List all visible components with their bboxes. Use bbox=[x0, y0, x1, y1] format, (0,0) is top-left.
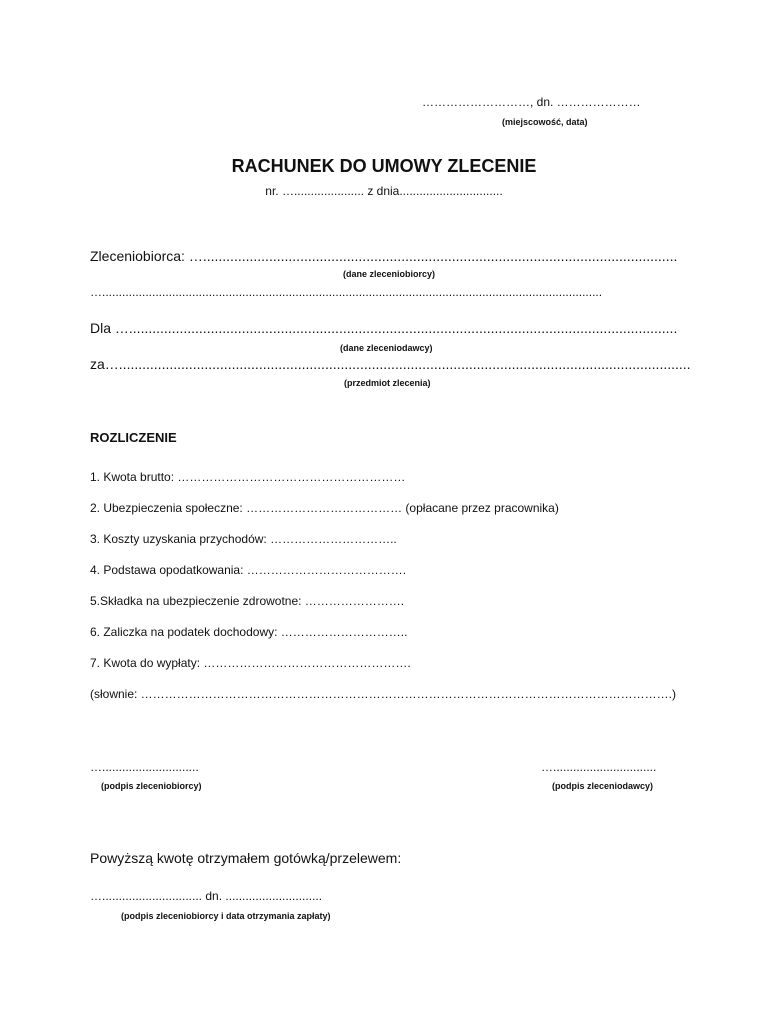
settlement-heading: ROZLICZENIE bbox=[90, 430, 177, 445]
settlement-item: 6. Zaliczka na podatek dochodowy: ………………………….. bbox=[90, 625, 408, 639]
contractor-signature-line: …............................. bbox=[90, 760, 199, 774]
settlement-item: 1. Kwota brutto: ………………………………………………… bbox=[90, 470, 406, 484]
subject-caption: (przedmiot zlecenia) bbox=[344, 378, 431, 388]
contractor-signature-caption: (podpis zleceniobiorcy) bbox=[101, 781, 202, 791]
contractor-line: Zleceniobiorca: ….......................................................................................................................... bbox=[90, 248, 678, 264]
amount-in-words: (słownie: …………………………………………………………………………………………………………………….) bbox=[90, 687, 677, 701]
place-date-line: ………………………, dn. ………………… bbox=[422, 95, 641, 109]
settlement-item: 5.Składka na ubezpieczenie zdrowotne: ……………………. bbox=[90, 594, 405, 608]
document-number-line: nr. …..................... z dnia............................... bbox=[265, 184, 503, 198]
place-date-caption: (miejscowość, data) bbox=[502, 117, 588, 127]
settlement-item: 7. Kwota do wypłaty: ……………………………………………. bbox=[90, 656, 411, 670]
receipt-line: ….............................. dn. ............................. bbox=[90, 889, 323, 903]
subject-line: za…................................................................................................................................................... bbox=[90, 356, 691, 372]
settlement-item: 4. Podstawa opodatkowania: …………………………………. bbox=[90, 563, 407, 577]
receipt-statement: Powyższą kwotę otrzymałem gotówką/przelewem: bbox=[90, 850, 402, 866]
contractor-caption: (dane zleceniobiorcy) bbox=[343, 269, 436, 279]
client-line: Dla …............................................................................................................................................. bbox=[90, 320, 678, 336]
client-signature-caption: (podpis zleceniodawcy) bbox=[552, 781, 654, 791]
settlement-item: 3. Koszty uzyskania przychodów: ………………………….. bbox=[90, 532, 397, 546]
contractor-line-2: …...................................................................................................................................................... bbox=[90, 285, 603, 299]
client-signature-line: …............................... bbox=[541, 760, 657, 774]
receipt-caption: (podpis zleceniobiorcy i data otrzymania zapłaty) bbox=[121, 911, 331, 921]
document-title: RACHUNEK DO UMOWY ZLECENIE bbox=[231, 156, 537, 176]
client-caption: (dane zleceniodawcy) bbox=[340, 343, 433, 353]
settlement-item: 2. Ubezpieczenia społeczne: ………………………………… (opłacane przez pracownika) bbox=[90, 501, 559, 515]
